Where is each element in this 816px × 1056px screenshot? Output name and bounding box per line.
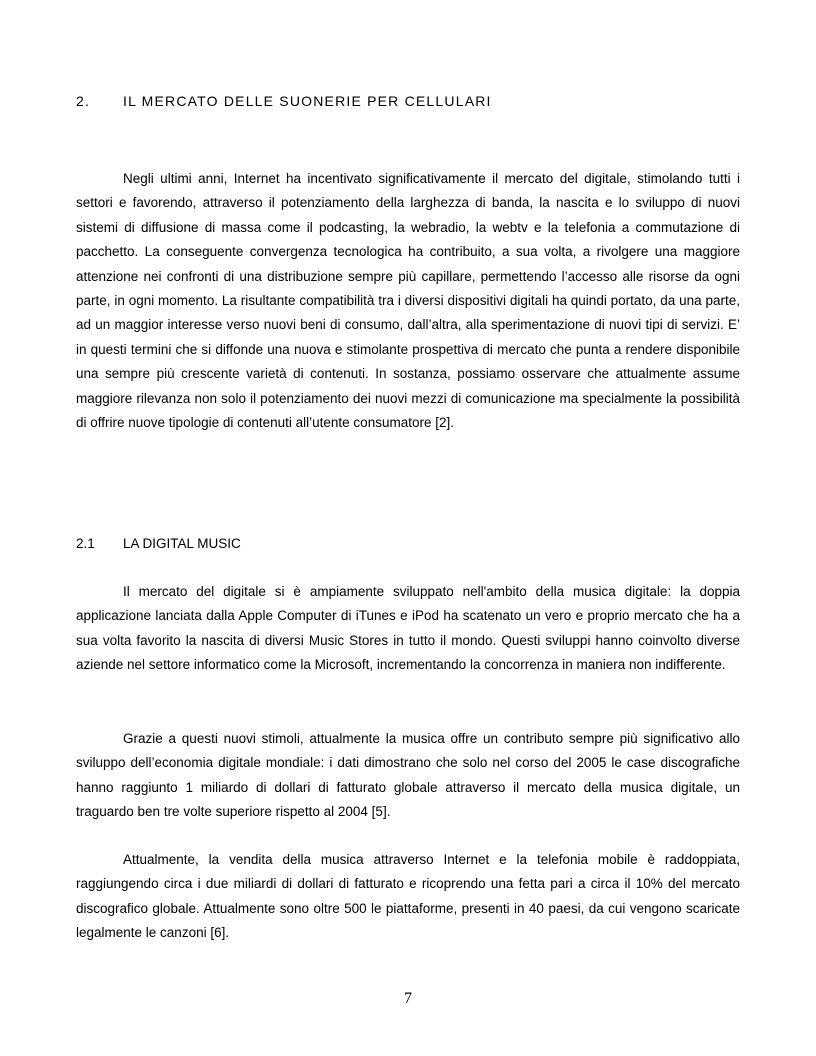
subsection-number: 2.1 (76, 536, 95, 551)
section-heading (76, 93, 492, 109)
intro-paragraph: Negli ultimi anni, Internet ha incentivato significativamente il mercato del digitale, stimolando tutti i settori e favorendo, attraverso il potenziamento della larghezza di banda, la nascita e lo sviluppo di nuovi sistemi di diffusione di massa come il podcasting, la webradio, la webtv e la telefonia a commutazione di pacchetto. La conseguente convergenza tecnologica ha contribuito, a sua volta, a rivolgere una maggiore attenzione nei confronti di una distribuzione sempre più capillare, permettendo l’accesso alle risorse da ogni parte, in ogni momento. La risultante compatibilità tra i diversi dispositivi digitali ha quindi portato, da una parte, ad un maggior interesse verso nuovi beni di consumo, dall’altra, alla sperimentazione di nuovi tipi di servizi. E’ in questi termini che si diffonde una nuova e stimolante prospettiva di mercato che punta a rendere disponibile una sempre più crescente varietà di contenuti. In sostanza, possiamo osservare che attualmente assume maggiore rilevanza non solo il potenziamento dei nuovi mezzi di comunicazione ma specialmente la possibilità di offrire nuove tipologie di contenuti all’utente consumatore [2]. (76, 171, 740, 431)
body-paragraph-3: Attualmente, la vendita della musica attraverso Internet e la telefonia mobile è raddoppiata, raggiungendo circa i due miliardi di dollari di fatturato e ricoprendo una fetta pari a circa il 10% del mercato discografico globale. Attualmente sono oltre 500 le piattaforme, presenti in 40 paesi, da cui vengono scaricate legalmente le canzoni [6]. (76, 852, 740, 941)
body-paragraph-2: Grazie a questi nuovi stimoli, attualmente la musica offre un contributo sempre più significativo allo sviluppo dell’economia digitale mondiale: i dati dimostrano che solo nel corso del 2005 le case discografiche hanno raggiunto 1 miliardo di dollari di fatturato globale attraverso il mercato della musica digitale, un traguardo ben tre volte superiore rispetto al 2004 [5]. (76, 731, 740, 820)
subsection-heading (76, 536, 241, 551)
section-title: IL MERCATO DELLE SUONERIE PER CELLULARI (123, 93, 492, 109)
page-number: 7 (404, 990, 412, 1007)
subsection-title: LA DIGITAL MUSIC (123, 536, 241, 551)
body-paragraph-1: Il mercato del digitale si è ampiamente sviluppato nell'ambito della musica digitale: la doppia applicazione lanciata dalla Apple Computer di iTunes e iPod ha scatenato un vero e proprio mercato che ha a sua volta favorito la nascita di diversi Music Stores in tutto il mondo. Questi sviluppi hanno coinvolto diverse aziende nel settore informatico come la Microsoft, incrementando la concorrenza in maniera non indifferente. (76, 584, 740, 673)
section-number: 2. (76, 93, 91, 109)
